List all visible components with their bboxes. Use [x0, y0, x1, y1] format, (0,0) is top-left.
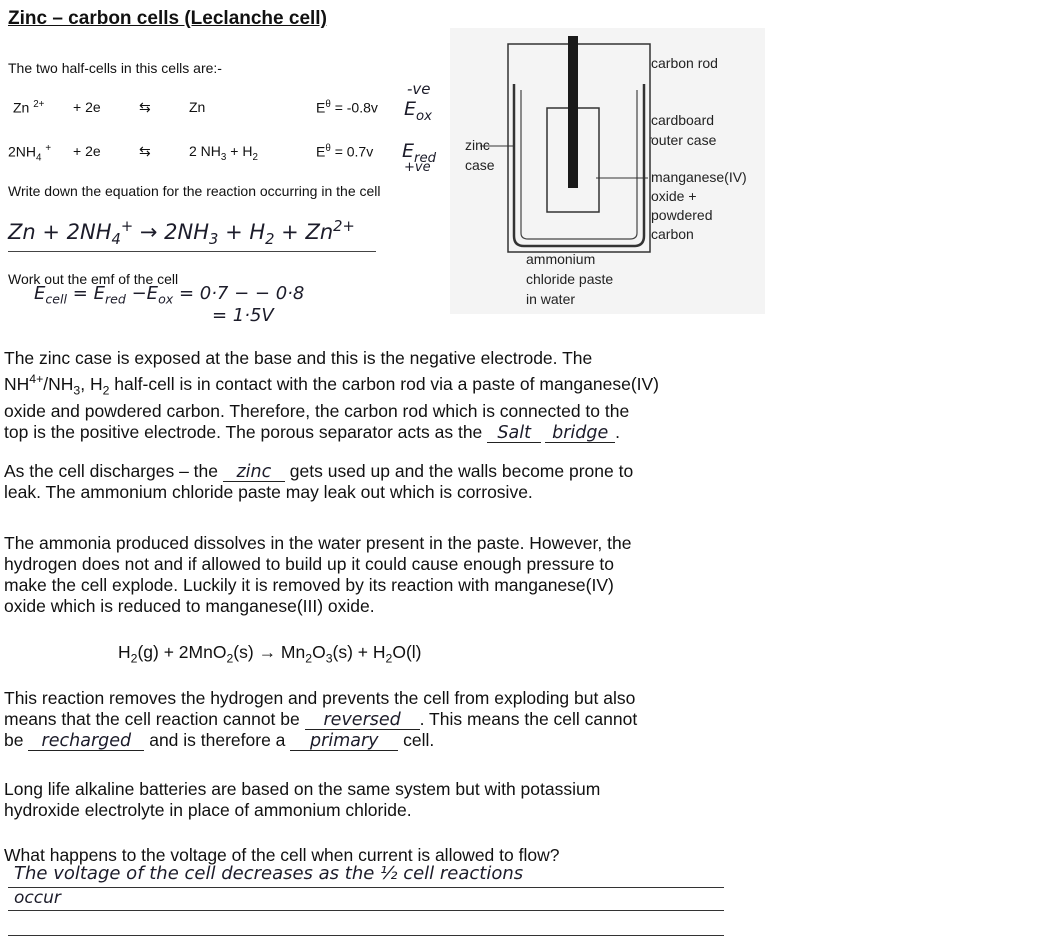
p4-line1: This reaction removes the hydrogen and prevents the cell from exploding but also — [4, 688, 636, 708]
label-mno2-2: oxide + — [651, 188, 697, 204]
p5-line2: hydroxide electrolyte in place of ammonium chloride. — [4, 800, 412, 820]
p3-line1: The ammonia produced dissolves in the water present in the paste. However, the — [4, 533, 632, 553]
label-zinc-2: case — [465, 157, 495, 173]
label-ammonium-3: in water — [526, 291, 576, 307]
p1-line1: The zinc case is exposed at the base and this is the negative electrode. The — [4, 348, 593, 368]
p1-line2: $NH^{4+}/NH_3$, $H_2$ half-cell is in contact with the carbon rod via a paste of manganese(IV) — [4, 372, 660, 398]
blank-bridge: bridge — [545, 424, 615, 443]
label-zinc-1: zinc — [465, 137, 490, 153]
label-cardboard-2: outer case — [651, 132, 717, 148]
blank-primary: primary — [290, 732, 398, 751]
paragraph-alkaline — [4, 779, 600, 821]
q2-answer-line2: = 1·5V — [212, 305, 274, 326]
label-ammonium-1: ammonium — [526, 251, 596, 267]
label-ammonium-2: chloride paste — [526, 271, 614, 287]
p4-line2: means that the cell reaction cannot be reversed . This means the cell cannot — [4, 709, 638, 730]
p3-line2: hydrogen does not and if allowed to build up it could cause enough pressure to — [4, 554, 615, 574]
q2-answer-line1: $E_{cell} = E_{red} -E_{ox} = 0\cdot 7$ − − 0·8 — [34, 283, 305, 307]
blank-recharged: recharged — [28, 732, 144, 751]
leclanche-cell-diagram — [450, 28, 765, 314]
hc1-right: Zn — [189, 99, 206, 115]
q1-answer-line — [8, 251, 376, 252]
q1-answer: $Zn + 2NH_4^+ \to 2NH_3 + H_2 + Zn^{2+}$ — [8, 218, 355, 249]
p4-line3: be recharged and is therefore a primary cell. — [4, 730, 435, 751]
hc1-electrons: + 2e — [73, 99, 101, 115]
hc2-left: $2NH_4$ + — [8, 143, 52, 164]
q3-answer-line2: occur — [14, 888, 61, 908]
hc1-note: $E_{ox}$ — [404, 98, 433, 124]
paragraph-discharge — [4, 461, 633, 503]
label-carbon-rod: carbon rod — [651, 55, 718, 71]
blank-reversed: reversed — [305, 711, 420, 730]
hc2-potential: $E^\theta = 0.7v$ — [316, 143, 374, 160]
label-mno2-4: carbon — [651, 226, 694, 242]
hc1-left: Zn $^{2+}$ — [13, 99, 45, 116]
p1-line4: top is the positive electrode. The porous separator acts as the Salt bridge . — [4, 422, 621, 444]
p2-line1: As the cell discharges – the zinc gets used up and the walls become prone to — [4, 461, 634, 482]
p1-line3: oxide and powdered carbon. Therefore, the carbon rod which is connected to the — [4, 401, 630, 422]
q3-rule-1 — [8, 887, 724, 888]
paragraph-ammonia — [4, 533, 631, 617]
paragraph-electrodes — [4, 348, 659, 443]
label-mno2-1: manganese(IV) — [651, 169, 747, 185]
hc1-note-top: -ve — [407, 80, 431, 98]
mno2-equation: $H_2(g) + 2MnO_2(s) \to Mn_2O_3(s) + H_2O(l)$ — [118, 642, 422, 666]
cardboard-outer-case — [508, 44, 650, 252]
carbon-rod — [568, 36, 578, 188]
blank-zinc: zinc — [223, 463, 285, 482]
p5-line1: Long life alkaline batteries are based on the same system but with potassium — [4, 779, 601, 799]
q3-prompt: What happens to the voltage of the cell when current is allowed to flow? — [4, 845, 560, 865]
label-cardboard-1: cardboard — [651, 112, 715, 128]
hc2-note: $E_{red}$ — [402, 140, 437, 166]
hc1-potential: $E^\theta = -0.8v$ — [316, 99, 378, 116]
q3-rule-2 — [8, 910, 724, 911]
intro-text: The two half-cells in this cells are:- — [8, 60, 222, 76]
hc2-note-bottom: +ve — [404, 160, 431, 175]
p3-line3: make the cell explode. Luckily it is removed by its reaction with manganese(IV) — [4, 575, 614, 595]
q3-answer-line1: The voltage of the cell decreases as the ½ cell reactions — [14, 863, 524, 884]
blank-salt: Salt — [487, 424, 541, 443]
hc1-arrow: ⇆ — [139, 99, 151, 115]
hc2-arrow: ⇆ — [139, 143, 151, 159]
q3-rule-3 — [8, 935, 724, 936]
hc2-electrons: + 2e — [73, 143, 101, 159]
paragraph-primary-cell — [4, 688, 637, 751]
inner-lining — [521, 90, 637, 239]
p2-line2: leak. The ammonium chloride paste may leak out which is corrosive. — [4, 482, 533, 502]
q2-prompt: Work out the emf of the cell — [8, 271, 179, 287]
hc2-right: 2 $NH_3 + H_2$ — [189, 143, 258, 163]
page-title: Zinc – carbon cells (Leclanche cell) — [8, 8, 327, 29]
p3-line4: oxide which is reduced to manganese(III) oxide. — [4, 596, 375, 616]
label-mno2-3: powdered — [651, 207, 713, 223]
q1-prompt: Write down the equation for the reaction occurring in the cell — [8, 183, 381, 199]
